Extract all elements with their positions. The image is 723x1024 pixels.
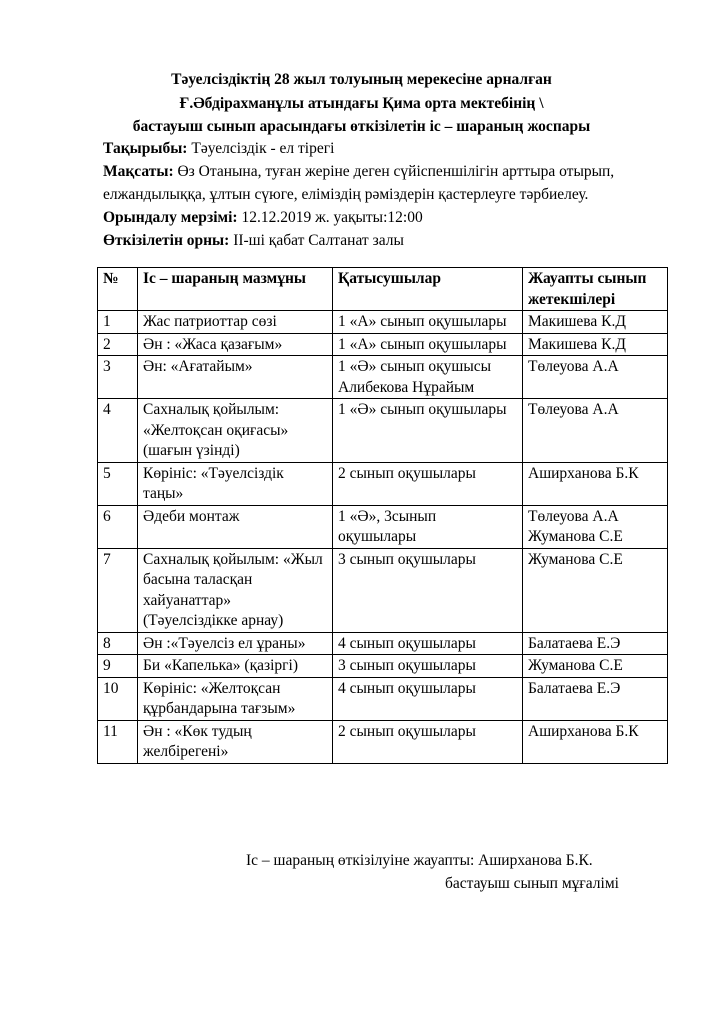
row-responsible: Төлеуова А.А <box>523 356 668 399</box>
table-row <box>98 632 668 655</box>
row-content: Көрініс: «Желтоқсан құрбандарына тағзым» <box>138 677 333 720</box>
row-responsible: Макишева К.Д <box>523 311 668 334</box>
table-row <box>98 356 668 399</box>
table-header-row <box>98 268 668 311</box>
place-value: ІІ-ші қабат Салтанат залы <box>229 232 404 249</box>
goal-value-1: Өз Отанына, туған жеріне деген сүйіспеншілігін арттыра отырып, <box>173 163 615 180</box>
signature-responsible: Іс – шараның өткізілуіне жауапты: Аширханова Б.К. <box>246 852 593 869</box>
row-participants: 3 сынып оқушылары <box>333 548 523 632</box>
row-participants: 1 «А» сынып оқушылары <box>333 311 523 334</box>
row-participants: 4 сынып оқушылары <box>333 632 523 655</box>
signature-position: бастауыш сынып мұғалімі <box>445 875 619 892</box>
row-responsible: Төлеуова А.А Жуманова С.Е <box>523 505 668 548</box>
row-number: 3 <box>98 356 138 399</box>
row-content: Ән: «Ағатайым» <box>138 356 333 399</box>
row-responsible: Төлеуова А.А <box>523 399 668 463</box>
table-row <box>98 462 668 505</box>
row-content: Жас патриоттар сөзі <box>138 311 333 334</box>
row-number: 2 <box>98 333 138 356</box>
header-responsible: Жауапты сынып жетекшілері <box>523 268 668 311</box>
row-participants: 1 «Ә» сынып оқушысы Алибекова Нұрайым <box>333 356 523 399</box>
row-number: 5 <box>98 462 138 505</box>
row-participants: 2 сынып оқушылары <box>333 462 523 505</box>
row-content: Көрініс: «Тәуелсіздік таңы» <box>138 462 333 505</box>
table-row <box>98 399 668 463</box>
row-participants: 2 сынып оқушылары <box>333 720 523 763</box>
date-value: 12.12.2019 ж. уақыты:12:00 <box>237 209 423 226</box>
row-content: Ән : «Жаса қазағым» <box>138 333 333 356</box>
header-line-2: Ғ.Әбдірахманұлы атындағы Қима орта мектебінің \ <box>179 95 544 112</box>
row-participants: 4 сынып оқушылары <box>333 677 523 720</box>
row-content: Ән : «Көк тудың желбірегені» <box>138 720 333 763</box>
row-content: Би «Капелька» (қазіргі) <box>138 655 333 678</box>
row-responsible: Аширханова Б.К <box>523 462 668 505</box>
table-row <box>98 333 668 356</box>
event-plan-table <box>97 267 668 764</box>
row-responsible: Аширханова Б.К <box>523 720 668 763</box>
row-content: Ән :«Тәуелсіз ел ұраны» <box>138 632 333 655</box>
table-row <box>98 311 668 334</box>
header-line-1: Тәуелсіздіктің 28 жыл толуының мерекесіне арналған <box>171 71 552 88</box>
row-responsible: Макишева К.Д <box>523 333 668 356</box>
goal-line-2: елжандылыққа, ұлтын сүюге, еліміздің рәміздерін қастерлеуге тәрбиелеу. <box>103 186 589 203</box>
row-number: 11 <box>98 720 138 763</box>
header-number: № <box>98 268 138 311</box>
row-participants: 1 «А» сынып оқушылары <box>333 333 523 356</box>
topic-line <box>103 137 334 160</box>
row-participants: 1 «Ә», 3сынып оқушылары <box>333 505 523 548</box>
row-content: Сахналық қойылым: «Жыл басына таласқан хайуанаттар» (Тәуелсіздікке арнау) <box>138 548 333 632</box>
row-number: 7 <box>98 548 138 632</box>
place-line <box>103 229 404 252</box>
row-content: Әдеби монтаж <box>138 505 333 548</box>
table-row <box>98 548 668 632</box>
row-number: 6 <box>98 505 138 548</box>
table-row <box>98 720 668 763</box>
row-responsible: Жуманова С.Е <box>523 548 668 632</box>
row-responsible: Балатаева Е.Э <box>523 677 668 720</box>
date-line <box>103 206 423 229</box>
row-number: 9 <box>98 655 138 678</box>
table-row <box>98 655 668 678</box>
date-label: Орындалу мерзімі: <box>103 209 238 226</box>
header-content: Іс – шараның мазмұны <box>138 268 333 311</box>
row-number: 1 <box>98 311 138 334</box>
row-number: 4 <box>98 399 138 463</box>
table-row <box>98 677 668 720</box>
place-label: Өткізілетін орны: <box>103 232 230 249</box>
row-number: 10 <box>98 677 138 720</box>
goal-label: Мақсаты: <box>103 163 174 180</box>
goal-line-1 <box>103 160 614 183</box>
table-row <box>98 505 668 548</box>
header-participants: Қатысушылар <box>333 268 523 311</box>
row-content: Сахналық қойылым: «Желтоқсан оқиғасы» (шағын үзінді) <box>138 399 333 463</box>
topic-label: Тақырыбы: <box>103 140 188 157</box>
row-number: 8 <box>98 632 138 655</box>
row-participants: 1 «Ә» сынып оқушылары <box>333 399 523 463</box>
header-line-3: бастауыш сынып арасындағы өткізілетін іс – шараның жоспары <box>132 118 591 135</box>
row-responsible: Жуманова С.Е <box>523 655 668 678</box>
row-responsible: Балатаева Е.Э <box>523 632 668 655</box>
topic-value: Тәуелсіздік - ел тірегі <box>187 140 335 157</box>
row-participants: 3 сынып оқушылары <box>333 655 523 678</box>
